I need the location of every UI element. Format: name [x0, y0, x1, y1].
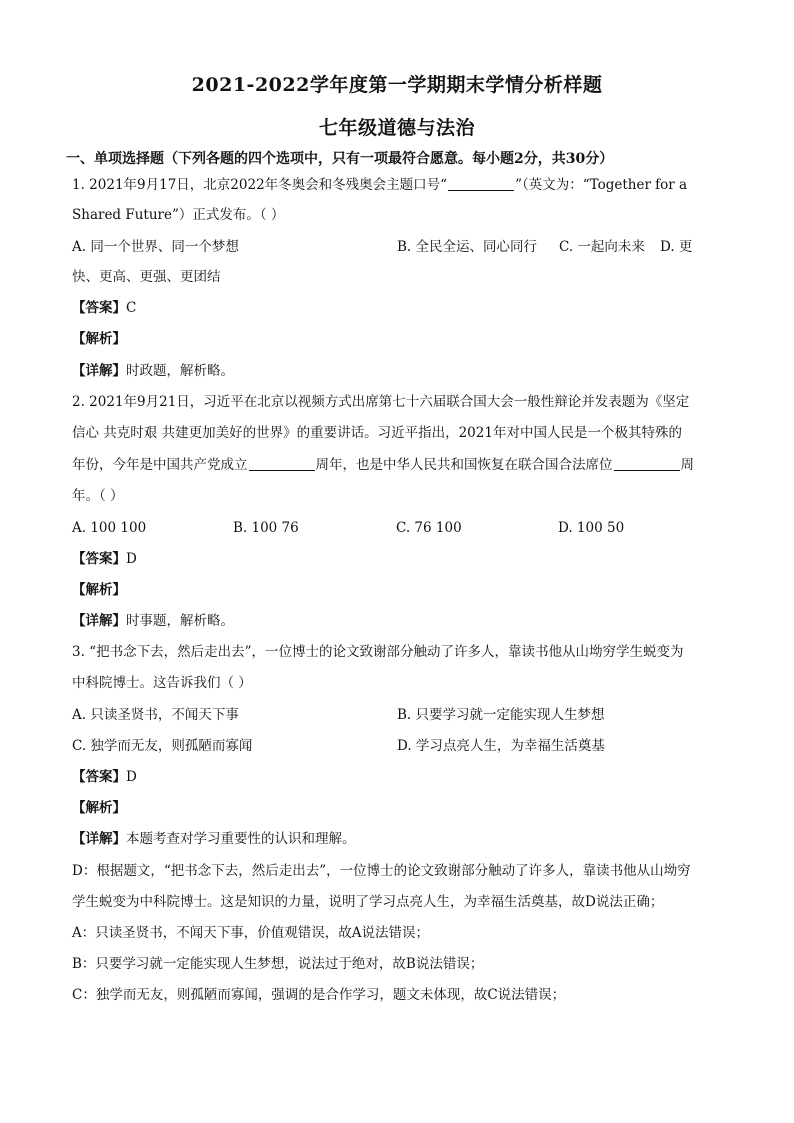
- q1-stem-b: ”（英文为：“Together for a: [515, 177, 688, 193]
- detail-label: 【详解】: [72, 613, 126, 629]
- answer-label: 【答案】: [72, 769, 126, 785]
- q3-stem-line1: 3. “把书念下去，然后走出去”，一位博士的论文致谢部分触动了许多人，靠读书他从山坳穷学生蜕变为: [72, 644, 684, 660]
- q3-explanation-a: A：只读圣贤书，不闻天下事，价值观错误，故A说法错误；: [72, 925, 429, 941]
- q2-stem-3a: 年份，今年是中国共产党成立: [72, 457, 248, 473]
- q1-blank: [448, 176, 514, 191]
- q2-option-a: A. 100 100: [72, 520, 147, 536]
- q1-option-b: B. 全民全运、同心同行: [397, 239, 538, 255]
- q1-stem-line2: Shared Future”）正式发布。（ ）: [72, 207, 285, 223]
- q3-detail: [72, 829, 732, 849]
- q2-analysis-label: 【解析】: [72, 582, 126, 598]
- q2-option-b: B. 100 76: [233, 520, 299, 536]
- section-heading: 一、单项选择题（下列各题的四个选项中，只有一项最符合愿意。每小题2分，共30分）: [66, 151, 614, 167]
- q3-explanation-d-line2: 学生蜕变为中科院博士。这是知识的力量，说明了学习点亮人生，为幸福生活奠基，故D说法正确；: [72, 894, 664, 910]
- q3-explanation-c: C：独学而无友，则孤陋而寡闻，强调的是合作学习，题文未体现，故C说法错误；: [72, 987, 566, 1003]
- q2-detail: [72, 611, 732, 631]
- q1-stem-a: 1. 2021年9月17日，北京2022年冬奥会和冬残奥会主题口号“: [72, 177, 448, 193]
- q2-blank-1: [249, 456, 315, 471]
- detail-text: 时事题，解析略。: [126, 613, 234, 629]
- q3-option-a: A. 只读圣贤书，不闻天下事: [72, 707, 239, 723]
- q3-option-c: C. 独学而无友，则孤陋而寡闻: [72, 738, 253, 754]
- q3-option-b: B. 只要学习就一定能实现人生梦想: [397, 707, 605, 723]
- detail-text: 时政题，解析略。: [126, 363, 234, 379]
- q1-option-d-head: D. 更: [660, 239, 693, 255]
- q3-explanation-b: B：只要学习就一定能实现人生梦想，说法过于绝对，故B说法错误；: [72, 956, 484, 972]
- q3-option-d: D. 学习点亮人生，为幸福生活奠基: [397, 738, 605, 754]
- q1-option-a: A. 同一个世界、同一个梦想: [72, 239, 239, 255]
- detail-label: 【详解】: [72, 831, 126, 847]
- q3-stem-line2: 中科院博士。这告诉我们（ ）: [72, 675, 252, 691]
- q2-stem-3b: 周年，也是中华人民共和国恢复在联合国合法席位: [315, 457, 613, 473]
- q2-stem-3c: 周: [680, 457, 694, 473]
- q1-stem-line1: [72, 175, 732, 195]
- exam-subject: 七年级道德与法治: [318, 117, 475, 139]
- q3-answer: [72, 767, 732, 787]
- q3-explanation-d-line1: D：根据题文，“把书念下去，然后走出去”，一位博士的论文致谢部分触动了许多人，靠读书他从山坳穷: [72, 863, 691, 879]
- answer-label: 【答案】: [72, 551, 126, 567]
- q2-stem-line2: 信心 共克时艰 共建更加美好的世界》的重要讲话。习近平指出，2021年对中国人民是一个极其特殊的: [72, 425, 682, 441]
- q1-analysis-label: 【解析】: [72, 331, 126, 347]
- detail-text: 本题考查对学习重要性的认识和理解。: [126, 831, 356, 847]
- detail-label: 【详解】: [72, 363, 126, 379]
- answer-value: D: [126, 551, 137, 567]
- q1-option-c: C. 一起向未来: [559, 239, 645, 255]
- answer-value: D: [126, 769, 137, 785]
- q2-option-d: D. 100 50: [558, 520, 625, 536]
- answer-value: C: [126, 300, 137, 316]
- q2-blank-2: [614, 456, 680, 471]
- q1-option-d-tail: 快、更高、更强、更团结: [72, 269, 221, 285]
- answer-label: 【答案】: [72, 300, 126, 316]
- q2-option-c: C. 76 100: [396, 520, 462, 536]
- q1-answer: [72, 298, 732, 318]
- q2-stem-line4: 年。（ ）: [72, 488, 124, 504]
- q1-detail: [72, 361, 732, 381]
- q2-stem-line3: [72, 455, 732, 475]
- exam-title: 2021-2022学年度第一学期期末学情分析样题: [191, 74, 603, 96]
- q2-stem-line1: 2. 2021年9月21日，习近平在北京以视频方式出席第七十六届联合国大会一般性辩论并发表题为《坚定: [72, 394, 690, 410]
- q2-answer: [72, 549, 732, 569]
- q3-analysis-label: 【解析】: [72, 800, 126, 816]
